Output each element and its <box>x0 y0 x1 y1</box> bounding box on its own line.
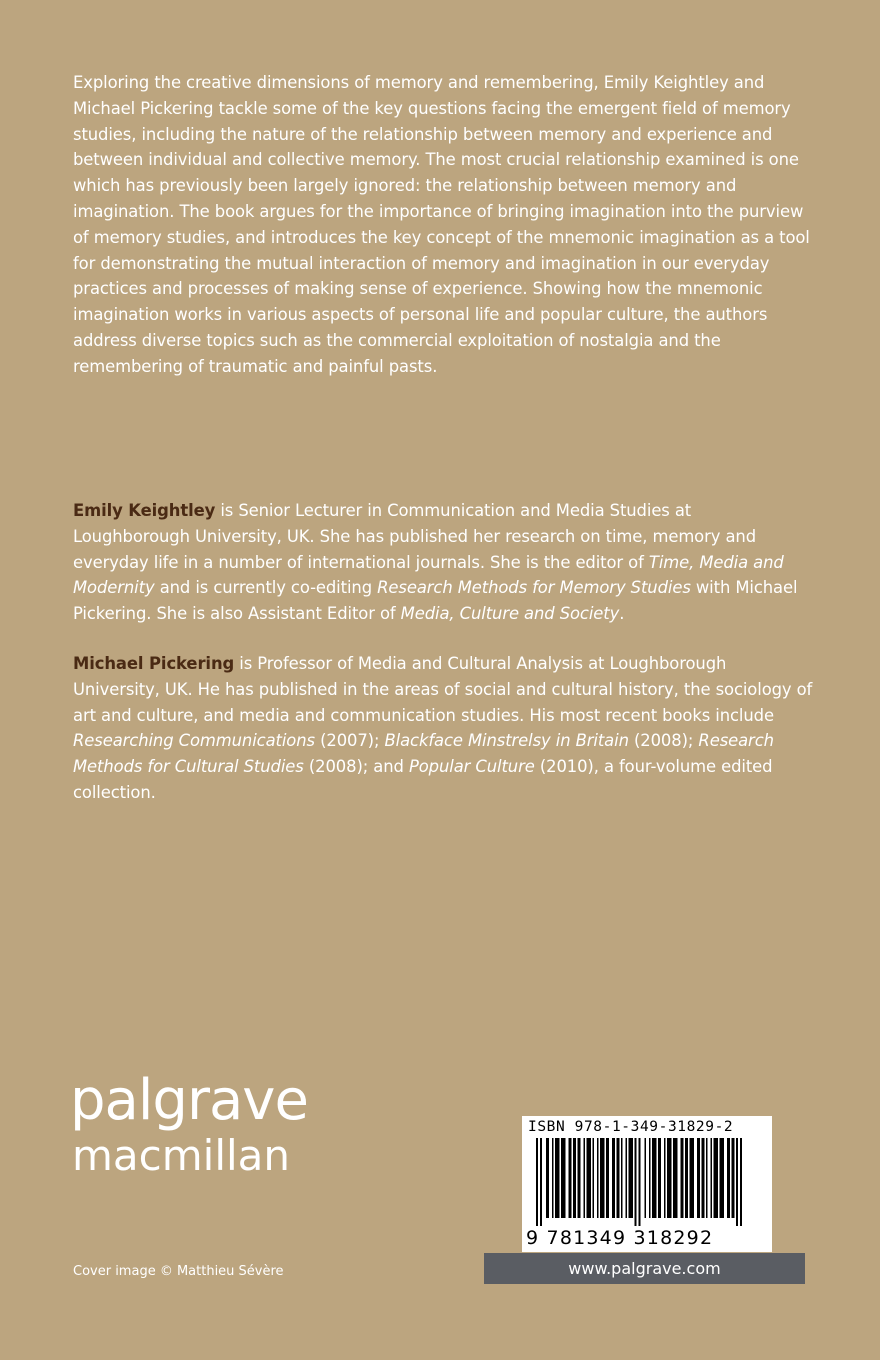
book-title: Blackface Minstrelsy in Britain <box>384 731 629 751</box>
journal-title: Media, Culture and Society <box>400 604 620 624</box>
cover-image-credit: Cover image © Matthieu Sévère <box>73 1264 284 1279</box>
publisher-logo <box>70 1068 308 1182</box>
author-name: Michael Pickering <box>73 654 235 673</box>
isbn-barcode <box>522 1116 772 1252</box>
author-bio-keightley <box>73 498 813 627</box>
bio-text: is Professor of Media and Cultural Analysis at Loughborough University, UK. He has published in the areas of social and cultural history, the sociology of art and culture, and media and communication studies. His most recent books include <box>73 654 813 725</box>
book-title: Research Methods for Cultural Studies <box>73 731 774 777</box>
bio-text: . <box>619 604 625 624</box>
barcode-digits: 9 781349 318292 <box>526 1227 714 1249</box>
book-title: Researching Communications <box>73 731 315 751</box>
book-title: Popular Culture <box>408 757 535 777</box>
author-bio-pickering <box>73 651 813 806</box>
bio-text: (2010), a four-volume edited collection. <box>73 757 773 802</box>
author-name: Emily Keightley <box>73 501 216 520</box>
bio-text: with Michael Pickering. She is also Assistant Editor of <box>73 578 798 624</box>
publisher-logo-line2: macmillan <box>72 1131 291 1180</box>
barcode-bars <box>530 1138 764 1226</box>
bio-text: (2008); <box>628 731 699 751</box>
back-cover-blurb: Exploring the creative dimensions of memory and remembering, Emily Keightley and Michael Pickering tackle some of the key questions facing the emergent field of memory studies, including the nature of the relationship between memory and experience and between individual and collective memory. The most crucial relationship examined is one which has previously been largely ignored: the relationship between memory and imagination. The book argues for the importance of bringing imagination into the purview of memory studies, and introduces the key concept of the mnemonic imagination as a tool for demonstrating the mutual interaction of memory and imagination in our everyday practices and processes of making sense of experience. Showing how the mnemonic imagination works in various aspects of personal life and popular culture, the authors address diverse topics such as the commercial exploitation of nostalgia and the remembering of traumatic and painful pasts. <box>73 73 810 376</box>
publisher-url[interactable]: www.palgrave.com <box>484 1253 805 1284</box>
bio-text: (2008); and <box>303 757 409 777</box>
publisher-logo-line1: palgrave <box>70 1068 308 1133</box>
bio-text: and is currently co-editing <box>154 578 378 598</box>
isbn-label: ISBN 978-1-349-31829-2 <box>528 1119 734 1135</box>
book-title: Time, Media and Modernity <box>73 552 784 598</box>
book-title: Research Methods for Memory Studies <box>377 578 691 598</box>
bio-text: is Senior Lecturer in Communication and Media Studies at Loughborough University, UK. She has published her research on time, memory and everyday life in a number of international journals. She is the editor of <box>73 501 756 572</box>
bio-text: (2007); <box>314 731 385 751</box>
